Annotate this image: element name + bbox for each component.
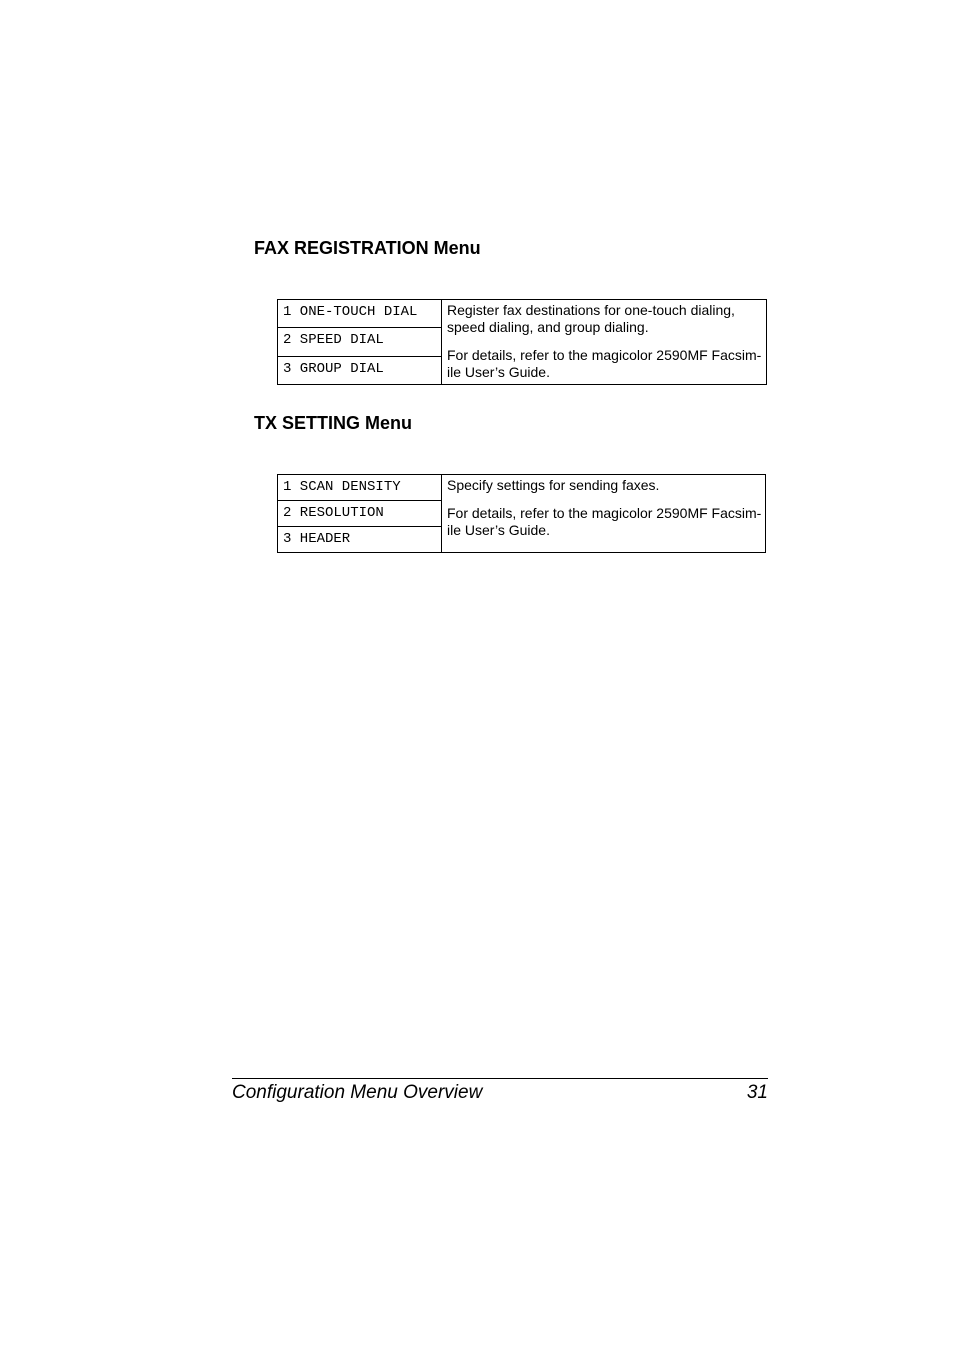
description-paragraph: For details, refer to the magicolor 2590MF Facsim-ile User’s Guide. (447, 347, 762, 380)
description-paragraph: Register fax destinations for one-touch dialing, speed dialing, and group dialing. (447, 302, 735, 335)
menu-item: 3 GROUP DIAL (278, 356, 442, 384)
section-heading-tx-setting: TX SETTING Menu (254, 413, 413, 433)
tx-setting-menu-table (277, 474, 766, 553)
section-heading-fax-registration: FAX REGISTRATION Menu (254, 238, 481, 258)
menu-description (442, 475, 766, 553)
menu-item: 2 RESOLUTION (278, 501, 442, 527)
footer-title: Configuration Menu Overview (232, 1082, 483, 1103)
table-row (278, 475, 766, 501)
menu-item: 1 ONE-TOUCH DIAL (278, 300, 442, 328)
footer-divider (232, 1078, 768, 1079)
page-number: 31 (746, 1082, 768, 1103)
menu-item: 1 SCAN DENSITY (278, 475, 442, 501)
description-paragraph: For details, refer to the magicolor 2590MF Facsim-ile User’s Guide. (447, 505, 762, 538)
fax-registration-menu-table (277, 299, 767, 385)
menu-item: 2 SPEED DIAL (278, 328, 442, 356)
menu-description (442, 300, 767, 385)
menu-item: 3 HEADER (278, 527, 442, 553)
description-paragraph: Specify settings for sending faxes. (447, 477, 660, 493)
table-row (278, 300, 767, 328)
